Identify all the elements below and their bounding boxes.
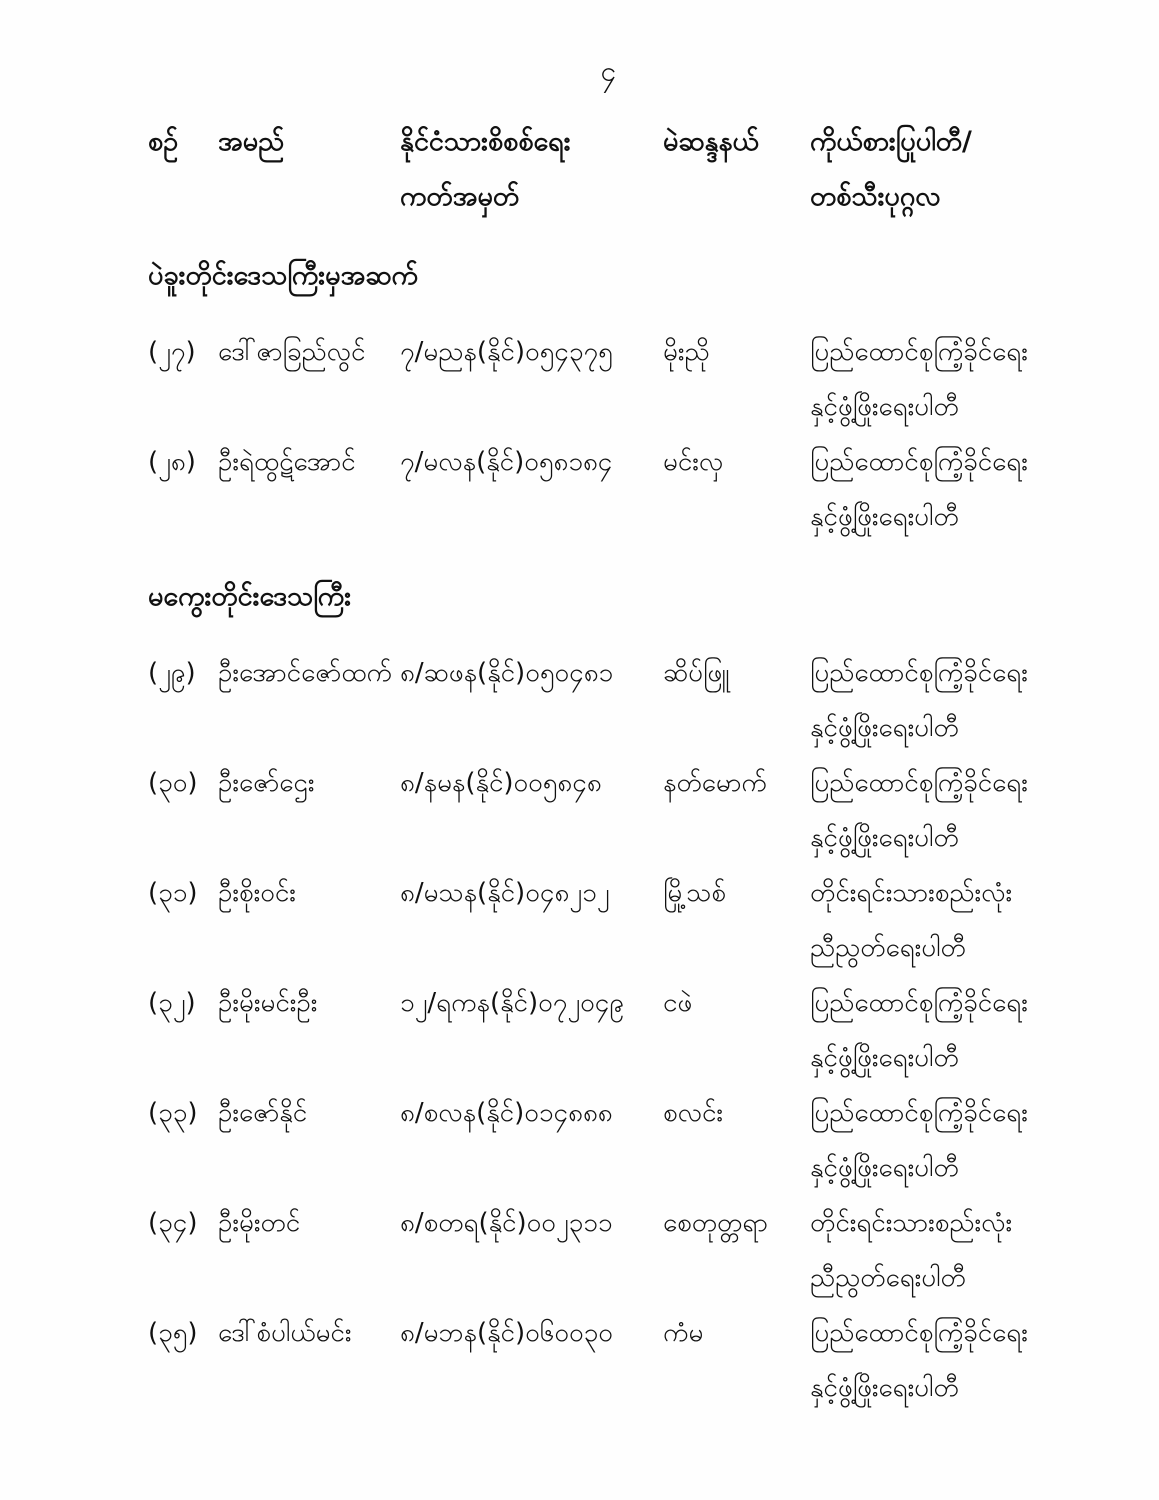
row-constituency-line: ဆိပ်ဖြူ [663, 658, 730, 688]
row-constituency [663, 646, 810, 701]
row-nrc-number [400, 1086, 663, 1141]
row-serial [148, 325, 218, 380]
row-nrc-number [400, 646, 663, 701]
row-party [810, 976, 1099, 1086]
row-party [810, 756, 1099, 866]
row-constituency [663, 976, 810, 1031]
row-nrc-number [400, 325, 663, 380]
row-party-line: ပြည်ထောင်စုကြံ့ခိုင်ရေး [810, 447, 1028, 477]
column-header-nrc [400, 114, 663, 224]
row-serial-line: (၂၇) [148, 337, 196, 367]
row-party-line: နှင့်ဖွံ့ဖြိုးရေးပါတီ [810, 1153, 959, 1183]
row-serial-line: (၃၄) [148, 1208, 198, 1238]
table-row [148, 435, 1099, 545]
table-row [148, 1086, 1099, 1196]
row-name [218, 1306, 400, 1361]
row-serial [148, 1086, 218, 1141]
column-header-constituency [663, 114, 810, 169]
column-header-name [218, 114, 400, 169]
row-constituency-line: မြို့သစ် [663, 878, 726, 908]
row-party-line: နှင့်ဖွံ့ဖြိုးရေးပါတီ [810, 1043, 959, 1073]
row-party-line: နှင့်ဖွံ့ဖြိုးရေးပါတီ [810, 823, 959, 853]
row-name-line: ဦးမိုးမင်းဦး [218, 988, 318, 1018]
row-nrc-number-line: ၇/မလန(နိုင်)၀၅၈၁၈၄ [400, 447, 613, 477]
row-nrc-number [400, 1196, 663, 1251]
row-party-line: နှင့်ဖွံ့ဖြိုးရေးပါတီ [810, 392, 959, 422]
column-header-nrc-line2: ကတ်အမှတ် [400, 181, 520, 212]
column-header-constituency-label: မဲဆန္ဒနယ် [663, 126, 759, 157]
column-header-party [810, 114, 1099, 224]
row-nrc-number-line: ၈/စလန(နိုင်)၀၁၄၈၈၈ [400, 1098, 613, 1128]
row-name-line: ဦးမိုးတင် [218, 1208, 301, 1238]
row-serial-line: (၂၈) [148, 447, 196, 477]
row-constituency [663, 1196, 810, 1251]
column-header-serial-label: စဉ် [148, 126, 179, 157]
table-row [148, 976, 1099, 1086]
table-row [148, 1306, 1099, 1416]
row-party-line: ပြည်ထောင်စုကြံ့ခိုင်ရေး [810, 988, 1028, 1018]
table-row [148, 756, 1099, 866]
row-nrc-number [400, 1306, 663, 1361]
row-constituency [663, 1086, 810, 1141]
row-nrc-number-line: ၈/မဘန(နိုင်)၀၆၀၀၃၀ [400, 1318, 613, 1348]
column-header-party-line1: ကိုယ်စားပြုပါတီ/ [810, 126, 972, 157]
section-title: ပဲခူးတိုင်းဒေသကြီးမှအဆက် [148, 260, 418, 291]
row-serial-line: (၂၉) [148, 658, 196, 688]
column-header-party-line2: တစ်သီးပုဂ္ဂလ [810, 181, 941, 212]
row-constituency [663, 325, 810, 380]
row-constituency [663, 756, 810, 811]
row-constituency-line: ငဖဲ [663, 988, 693, 1018]
row-serial [148, 1306, 218, 1361]
column-header-serial [148, 114, 218, 169]
table-row [148, 325, 1099, 435]
row-name-line: ဦးဇော်နိုင် [218, 1098, 308, 1128]
row-serial [148, 435, 218, 490]
row-party [810, 646, 1099, 756]
row-serial-line: (၃၃) [148, 1098, 198, 1128]
row-party-line: နှင့်ဖွံ့ဖြိုးရေးပါတီ [810, 502, 959, 532]
row-name [218, 756, 400, 811]
row-nrc-number-line: ၈/နမန(နိုင်)၀၀၅၈၄၈ [400, 768, 602, 798]
row-party [810, 435, 1099, 545]
column-header-nrc-line1: နိုင်ငံသားစိစစ်ရေး [400, 126, 571, 157]
row-name-line: ဦးစိုးဝင်း [218, 878, 296, 908]
row-party-line: ညီညွတ်ရေးပါတီ [810, 933, 966, 963]
row-nrc-number [400, 866, 663, 921]
row-constituency-line: မိုးညို [663, 337, 710, 367]
row-constituency [663, 1306, 810, 1361]
row-party-line: တိုင်းရင်းသားစည်းလုံး [810, 878, 1013, 908]
row-party [810, 1086, 1099, 1196]
row-constituency-line: မင်းလှ [663, 447, 724, 477]
row-serial [148, 756, 218, 811]
row-nrc-number [400, 976, 663, 1031]
row-constituency-line: နတ်မောက် [663, 768, 767, 798]
row-name-line: ဦးအောင်ဇော်ထက် [218, 658, 392, 688]
row-serial [148, 976, 218, 1031]
row-serial [148, 646, 218, 701]
table-row [148, 1196, 1099, 1306]
row-serial-line: (၃၀) [148, 768, 198, 798]
row-party [810, 1196, 1099, 1306]
page-number: ၄ [600, 55, 617, 88]
row-party-line: ညီညွတ်ရေးပါတီ [810, 1263, 966, 1293]
row-constituency [663, 435, 810, 490]
row-name [218, 435, 400, 490]
row-party-line: ပြည်ထောင်စုကြံ့ခိုင်ရေး [810, 1098, 1028, 1128]
row-name [218, 866, 400, 921]
row-name [218, 1086, 400, 1141]
row-party-line: ပြည်ထောင်စုကြံ့ခိုင်ရေး [810, 658, 1028, 688]
row-constituency [663, 866, 810, 921]
row-name-line: ဦးရဲထွဋ်အောင် [218, 447, 356, 477]
table-header-row [148, 114, 1099, 224]
row-name [218, 646, 400, 701]
row-serial [148, 866, 218, 921]
row-name-line: ဦးဇော်ဌေး [218, 768, 315, 798]
row-party-line: နှင့်ဖွံ့ဖြိုးရေးပါတီ [810, 1373, 959, 1403]
row-serial [148, 1196, 218, 1251]
row-serial-line: (၃၂) [148, 988, 196, 1018]
row-constituency-line: စေတုတ္တရာ [663, 1208, 768, 1238]
row-party-line: နှင့်ဖွံ့ဖြိုးရေးပါတီ [810, 713, 959, 743]
row-party-line: ပြည်ထောင်စုကြံ့ခိုင်ရေး [810, 337, 1028, 367]
row-nrc-number-line: ၇/မညန(နိုင်)၀၅၄၃၇၅ [400, 337, 613, 367]
row-nrc-number-line: ၈/စတရ(နိုင်)၀၀၂၃၁၁ [400, 1208, 613, 1238]
row-party-line: တိုင်းရင်းသားစည်းလုံး [810, 1208, 1013, 1238]
row-nrc-number [400, 435, 663, 490]
row-serial-line: (၃၁) [148, 878, 198, 908]
row-name [218, 1196, 400, 1251]
row-name [218, 325, 400, 380]
row-nrc-number-line: ၈/ဆဖန(နိုင်)၀၅၀၄၈၁ [400, 658, 614, 688]
table-body [148, 248, 1099, 1416]
column-header-name-label: အမည် [218, 126, 285, 157]
table-row [148, 866, 1099, 976]
row-serial-line: (၃၅) [148, 1318, 198, 1348]
row-party [810, 1306, 1099, 1416]
row-nrc-number-line: ၈/မသန(နိုင်)၀၄၈၂၁၂ [400, 878, 610, 908]
row-name-line: ဒေါ်ဇာခြည်လွင် [218, 337, 366, 367]
table-row [148, 646, 1099, 756]
row-name [218, 976, 400, 1031]
row-constituency-line: ကံမ [663, 1318, 704, 1348]
row-party-line: ပြည်ထောင်စုကြံ့ခိုင်ရေး [810, 1318, 1028, 1348]
row-party-line: ပြည်ထောင်စုကြံ့ခိုင်ရေး [810, 768, 1028, 798]
section-title: မကွေးတိုင်းဒေသကြီး [148, 581, 352, 612]
row-nrc-number-line: ၁၂/ရကန(နိုင်)၀၇၂၀၄၉ [400, 988, 625, 1018]
row-nrc-number [400, 756, 663, 811]
row-party [810, 866, 1099, 976]
row-name-line: ဒေါ်စံပါယ်မင်း [218, 1318, 352, 1348]
row-constituency-line: စလင်း [663, 1098, 724, 1128]
row-party [810, 325, 1099, 435]
